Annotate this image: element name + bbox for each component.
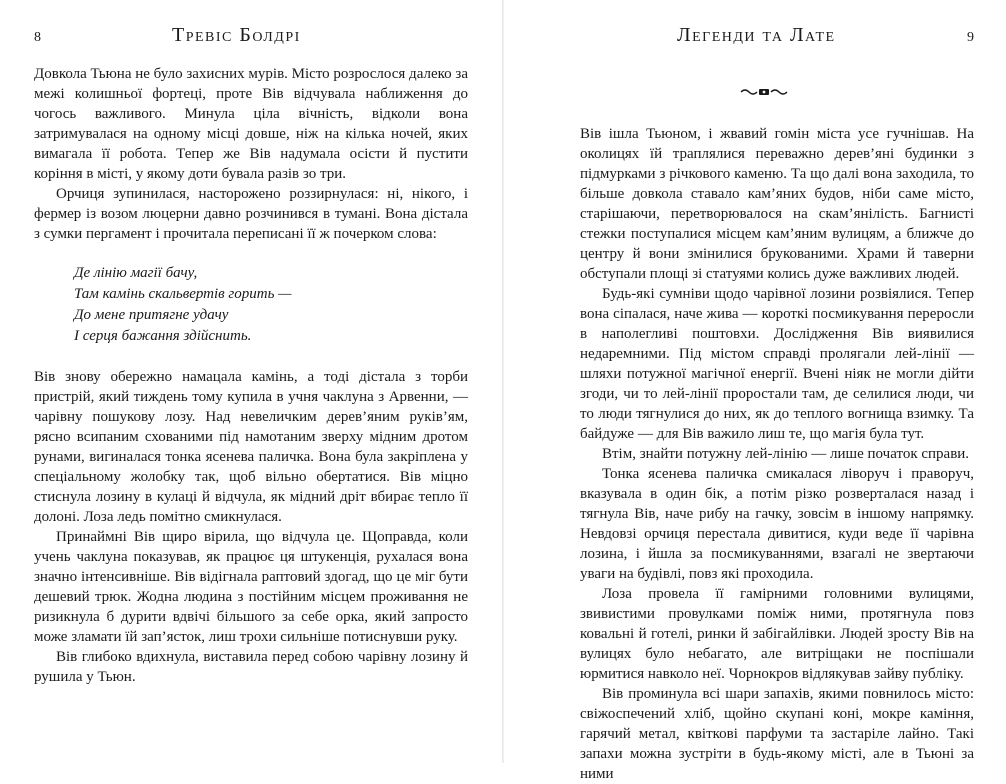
paragraph: Вів проминула всі шари запахів, якими повнилось місто: свіжоспечений хліб, щойно скупані коні, мокре каміння, гарячий метал, квіткові парфуми та застаріле лайно. Такі запахи можна зустріти в будь-якому місті, але в Тьюні за ними: [580, 686, 974, 782]
paragraph: Тонка ясенева паличка смикалася ліворуч і праворуч, вказувала в один бік, а потім різко розверталася назад і тягнула Вів, наче рибу на гачку, зовсім в іншому напрямку. Невдовзі орчиця перестала дивитися, куди веде її чарівна лозина, і йшла за посмикуваннями, взагалі не звертаючи уваги на будівлі, повз які проходила.: [580, 466, 974, 582]
verse-block: [74, 263, 468, 347]
paragraph: Будь-які сумніви щодо чарівної лозини розвіялися. Тепер вона сіпалася, наче жива — короткі посмикування переросли в наполегливі поштовхи. Дослідження Вів виявилися недаремними. Під містом справді пролягали лей-лінії — шляхи потужної магічної енергії. Вчені ніяк не могли дійти згоди, чи то лей-лінії проростали там, де селилися люди, чи то люди тягнулися до них, як до теплого вогнища взимку. Та байдуже — для Вів важило лиш те, що магія була тут.: [580, 286, 974, 442]
paragraph: Орчиця зупинилася, насторожено роззирнулася: ні, нікого, і фермер із возом люцерни давно розчинився в тумані. Вона дістала з сумки пергамент і прочитала переписані її ж почерком слова:: [34, 186, 468, 242]
running-head-title: Легенди та Лате: [677, 24, 836, 46]
page-number-left: 8: [34, 30, 41, 45]
paragraph: Принаймні Вів щиро вірила, що відчула це. Щоправда, коли учень чаклуна показував, як працює ця штукенція, рухалася вона значно інтенсивніше. Вів відігнала раптовий здогад, що це міг бути дешевий трюк. Жодна людина з постійним місцем проживання не ризикнула б дурити вдвічі більшого за себе орка, який запросто може зламати їй зап’ясток, лиш трохи сильніше потиснувши руку.: [34, 529, 468, 645]
paragraph: Лоза провела її гамірними головними вулицями, звивистими провулками поміж ними, протягнула повз ковальні й готелі, ринки й забігайлівки. Людей зросту Вів на вулицях було небагато, але витріщаки не поспішали юрмитися навколо неї. Чорнокров відлякував зайву публіку.: [580, 586, 974, 682]
right-page: [503, 0, 1006, 782]
page-number-right: 9: [967, 30, 974, 45]
verse-line: Де лінію магії бачу,: [74, 265, 198, 281]
left-page-body: [34, 64, 468, 687]
paragraph: Втім, знайти потужну лей-лінію — лише початок справи.: [602, 446, 970, 462]
verse-line: До мене притягне удачу: [74, 307, 229, 323]
paragraph: Довкола Тьюна не було захисних мурів. Місто розрослося далеко за межі колишньої фортеці, проте Вів відчувала наближення до чогось важливого. Минула ціла вічність, відколи вона затримувалася на одному місці довше, ніж на кілька ночей, яких вимагала її робота. Тепер же Вів надумала осісти й пустити коріння в місті, у якому доти бувала разів зо три.: [34, 66, 468, 182]
verse-line: І серця бажання здійснить.: [74, 328, 252, 344]
paragraph: Вів знову обережно намацала камінь, а тоді дістала з торби пристрій, який тиждень тому купила в учня чаклуна з Арвенни, — чарівну пошукову лозу. Над невеличким дерев’яним руків’ям, рясно всипаним схованими під намотаним зверху мідним дротом рунами, вигиналася тонка ясенева паличка. Вона була закріплена у спеціальному жолобку так, щоб вільно обертатися. Вів міцно стиснула лозину в кулаці й відчула, як мідний дріт вбирає тепло її долоні. Лоза ледь помітно смикнулася.: [34, 369, 468, 525]
paragraph: Вів ішла Тьюном, і жвавий гомін міста усе гучнішав. На околицях їй траплялися переважно дерев’яні будинки з підмурками з річкового каменю. Та що далі вона заходила, то більше довкола ставало кам’яних будов, ніби саме місто, старішаючи, перетворювалося на скам’янілість. Багнисті стежки поступалися місцем кам’яним вулицям, а ближче до центру й вони змінилися брукованими. Храми й таверни обступали площі зі статуями колись дуже важливих людей.: [580, 126, 974, 282]
verse-line: Там камінь скальвертів горить —: [74, 286, 292, 302]
section-break-flourish-icon: [739, 86, 789, 98]
running-head-author: Тревіс Болдрі: [172, 24, 301, 46]
paragraph: Вів глибоко вдихнула, виставила перед собою чарівну лозину й рушила у Тьюн.: [34, 649, 468, 685]
left-page: [0, 0, 503, 763]
right-page-body: [580, 124, 974, 784]
